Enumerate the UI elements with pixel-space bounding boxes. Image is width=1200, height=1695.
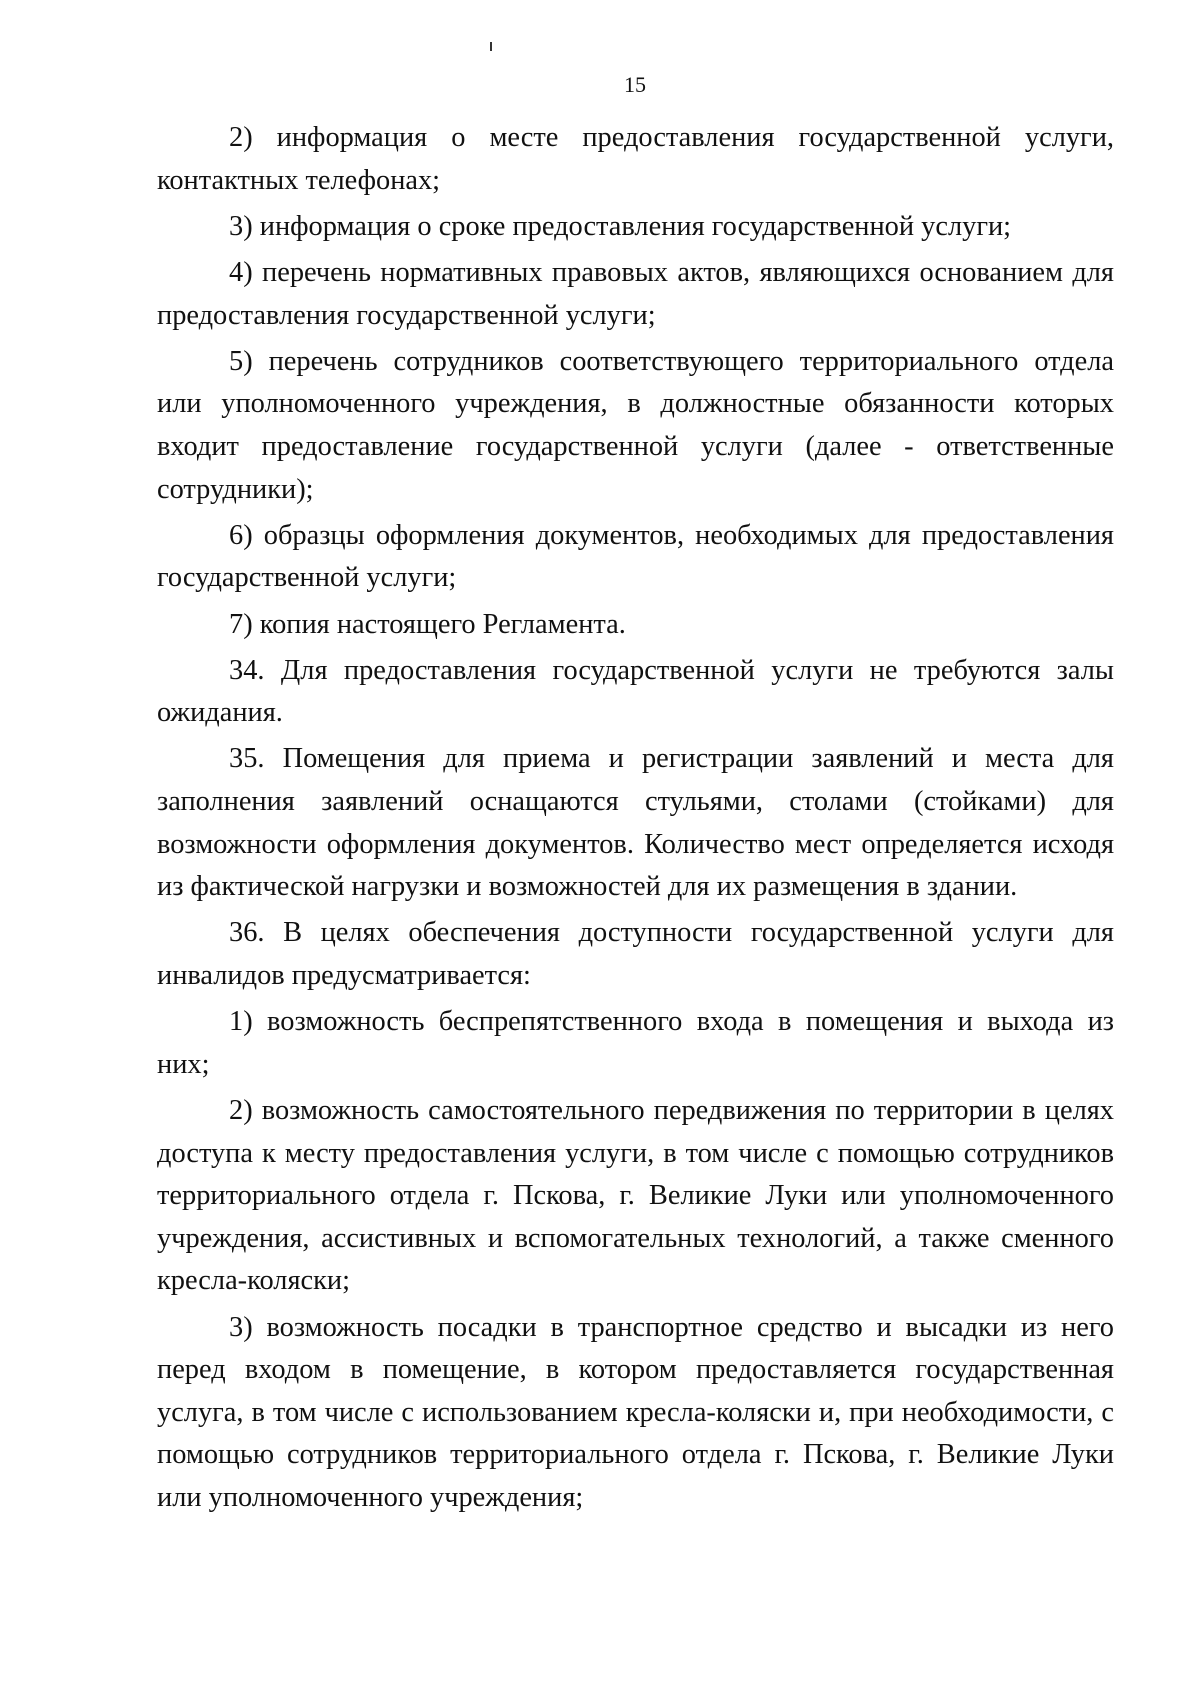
list-item-independent-movement: 2) возможность самостоятельного передвижения по территории в целях доступа к месту предоставления услуги, в том числе с помощью сотрудников территориального отдела г. Пскова, г. Великие Луки или уполномоченного учреждения, ассистивных и вспомогательных технологий, а также сменного кресла-коляски; bbox=[157, 1095, 1114, 1297]
scan-artifact-mark bbox=[490, 42, 492, 51]
list-item-contact-info: 2) информация о месте предоставления государственной услуги, контактных телефонах; bbox=[157, 122, 1114, 196]
document-body bbox=[157, 117, 1114, 1523]
list-item-document-samples: 6) образцы оформления документов, необходимых для предоставления государственной услуги; bbox=[157, 519, 1114, 594]
list-item-responsible-staff: 5) перечень сотрудников соответствующего территориального отдела или уполномоченного учреждения, в должностные обязанности которых входит предоставление государственной услуги (далее - ответственные сотрудники); bbox=[157, 345, 1114, 505]
page-number: 15 bbox=[624, 72, 646, 97]
list-item-barrier-free-entry: 1) возможность беспрепятственного входа в помещения и выхода из них; bbox=[157, 1006, 1114, 1080]
list-item-vehicle-boarding: 3) возможность посадки в транспортное средство и высадки из него перед входом в помещение, в котором предоставляется государственная услуга, в том числе с использованием кресла-коляски и, при необходимости, с помощью сотрудников территориального отдела г. Пскова, г. Великие Луки или уполномоченного учреждения; bbox=[157, 1311, 1114, 1513]
list-item-regulation-copy: 7) копия настоящего Регламента. bbox=[229, 608, 626, 640]
clause-34: 34. Для предоставления государственной услуги не требуются залы ожидания. bbox=[157, 654, 1114, 729]
list-item-service-deadline: 3) информация о сроке предоставления государственной услуги; bbox=[229, 210, 1012, 242]
list-item-legal-acts: 4) перечень нормативных правовых актов, являющихся основанием для предоставления государственной услуги; bbox=[157, 256, 1114, 331]
clause-35: 35. Помещения для приема и регистрации заявлений и места для заполнения заявлений оснащаются стульями, столами (стойками) для возможности оформления документов. Количество мест определяется исходя из фактической нагрузки и возможностей для их размещения в здании. bbox=[157, 743, 1114, 903]
clause-36: 36. В целях обеспечения доступности государственной услуги для инвалидов предусматривается: bbox=[157, 917, 1114, 992]
